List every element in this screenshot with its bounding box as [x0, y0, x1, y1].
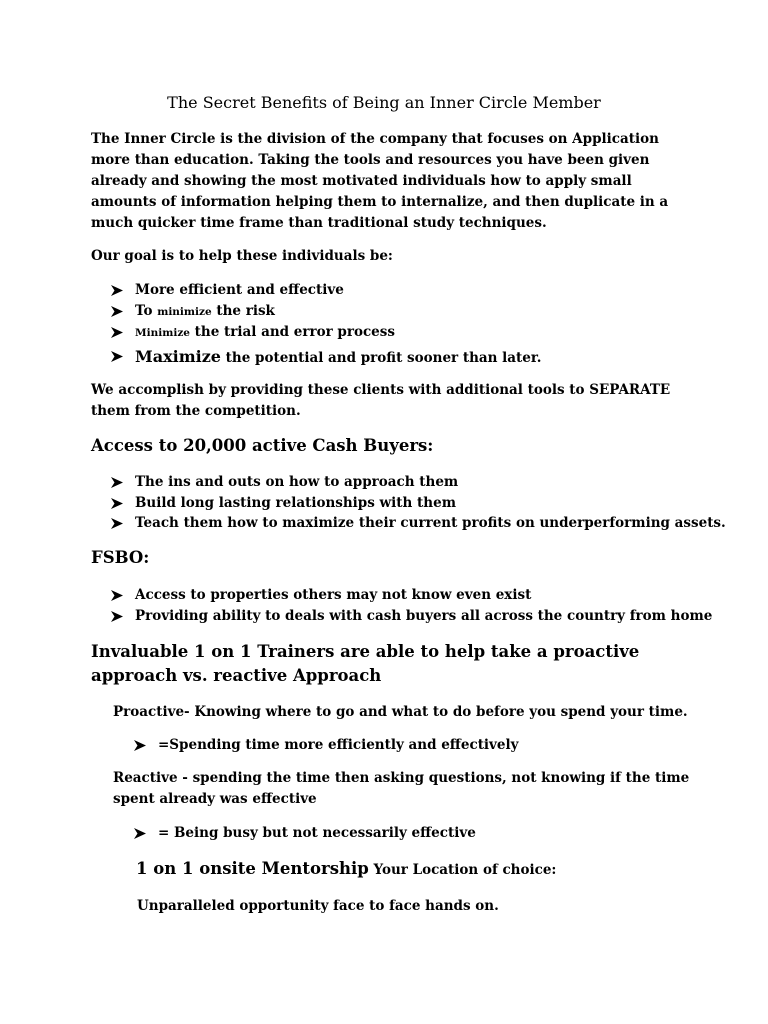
list-item: [111, 280, 541, 301]
list-item-text: The ins and outs on how to approach them: [135, 474, 459, 490]
list-item-text: Access to properties others may not know even exist: [135, 587, 532, 603]
list-item: [111, 322, 541, 344]
arrow-bullet-icon: [111, 285, 123, 296]
arrow-bullet-icon: [134, 828, 146, 839]
goal-item-big: Maximize: [135, 346, 221, 366]
goal-intro: Our goal is to help these individuals be:: [91, 248, 393, 264]
arrow-bullet-icon: [111, 498, 123, 509]
mentorship-text: Unparalleled opportunity face to face hands on.: [137, 898, 499, 914]
list-item: [111, 606, 712, 627]
list-item-text: =Spending time more efficiently and effectively: [158, 737, 519, 753]
arrow-bullet-icon: [134, 740, 146, 751]
list-item: [111, 585, 712, 606]
arrow-bullet-icon: [111, 611, 123, 622]
proactive-paragraph: Proactive- Knowing where to go and what to do before you spend your time.: [113, 704, 688, 720]
list-item-text: Build long lasting relationships with them: [135, 494, 456, 511]
fsbo-heading: FSBO:: [91, 548, 150, 567]
accomplish-paragraph: We accomplish by providing these clients with additional tools to SEPARATE them from the competition.: [91, 382, 671, 419]
goal-item-suffix: the potential and profit sooner than later.: [220, 349, 542, 366]
goal-item-suffix: the trial and error process: [189, 324, 395, 340]
cash-buyers-list: [111, 472, 726, 534]
goal-item-suffix: the risk: [211, 302, 275, 319]
list-item-text: Providing ability to deals with cash buyers all across the country from home: [135, 607, 713, 624]
goal-item-small: minimize: [157, 305, 212, 318]
document-title: The Secret Benefits of Being an Inner Circle Member: [167, 93, 601, 112]
arrow-bullet-icon: [111, 590, 123, 601]
list-item: [111, 344, 541, 371]
intro-paragraph: The Inner Circle is the division of the company that focuses on Application more than education. Taking the tools and resources you have been given already and showing the most motivated individuals how to apply small amounts of information helping them to internalize, and then duplicate in a much quicker time frame than traditional study techniques.: [91, 131, 669, 231]
list-item: [134, 823, 476, 844]
goals-list: [111, 280, 541, 371]
goal-item-text: More efficient and effective: [135, 282, 344, 298]
mentorship-heading: [136, 857, 756, 882]
trainers-heading: Invaluable 1 on 1 Trainers are able to help take a proactive approach vs. reactive Approach: [91, 642, 640, 685]
proactive-list: [134, 735, 518, 756]
goal-item-small: Minimize: [135, 327, 190, 339]
list-item: [111, 493, 726, 514]
arrow-bullet-icon: [111, 327, 123, 338]
cash-buyers-heading: Access to 20,000 active Cash Buyers:: [91, 436, 434, 455]
fsbo-list: [111, 585, 712, 626]
mentorship-title: 1 on 1 onsite Mentorship: [136, 859, 369, 878]
arrow-bullet-icon: [111, 477, 123, 488]
arrow-bullet-icon: [111, 518, 123, 529]
mentorship-subtitle: Your Location of choice:: [368, 862, 557, 878]
list-item: [134, 735, 518, 756]
list-item-text: Teach them how to maximize their current profits on underperforming assets.: [135, 515, 726, 531]
list-item-text: = Being busy but not necessarily effective: [158, 825, 476, 841]
goal-item-prefix: To: [135, 302, 158, 319]
arrow-bullet-icon: [111, 306, 123, 317]
list-item: [111, 513, 726, 534]
list-item: [111, 472, 726, 493]
reactive-paragraph: Reactive - spending the time then asking questions, not knowing if the time spent already was effective: [113, 770, 690, 807]
list-item: [111, 301, 541, 323]
reactive-list: [134, 823, 476, 844]
arrow-bullet-icon: [111, 351, 123, 362]
